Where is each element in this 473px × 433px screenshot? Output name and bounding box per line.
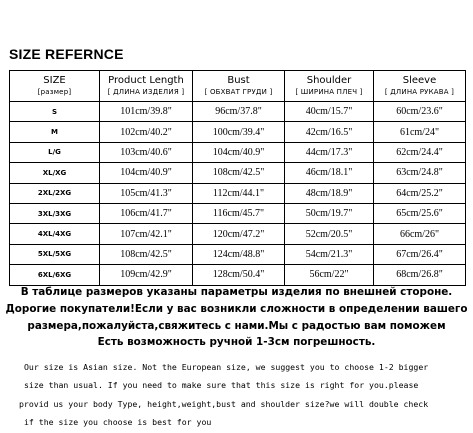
header-bust: Bust [ ОБХВАТ ГРУДИ ] [193, 71, 285, 102]
english-note-line: Our size is Asian size. Not the European size, we suggest you to choose 1-2 bigger [24, 362, 429, 372]
length-cell: 107cm/42.1" [100, 224, 193, 244]
table-row [10, 163, 466, 183]
russian-note-line: В таблице размеров указаны параметры изделия по внешней стороне. [20, 286, 453, 298]
russian-note-line: Есть возможность ручной 1-3см погрешность. [97, 336, 376, 348]
shoulder-cell: 40cm/15.7" [285, 102, 374, 122]
table-row [10, 203, 466, 223]
header-shoulder: Shoulder [ ШИРИНА ПЛЕЧ ] [285, 71, 374, 102]
size-cell: 3XL/3XG [10, 203, 100, 223]
header-product-length: Product Length [ ДЛИНА ИЗДЕЛИЯ ] [100, 71, 193, 102]
length-cell: 101cm/39.8" [100, 102, 193, 122]
bust-cell: 104cm/40.9" [193, 142, 285, 162]
shoulder-cell: 52cm/20.5" [285, 224, 374, 244]
length-cell: 106cm/41.7" [100, 203, 193, 223]
size-cell: XL/XG [10, 163, 100, 183]
russian-note-line: размера,пожалуйста,свяжитесь с нами.Мы с радостью вам поможем [27, 320, 446, 332]
size-table [9, 70, 466, 286]
bust-cell: 128cm/50.4" [193, 265, 285, 285]
sleeve-cell: 62cm/24.4" [374, 142, 466, 162]
shoulder-cell: 44cm/17.3" [285, 142, 374, 162]
sleeve-cell: 61cm/24" [374, 122, 466, 142]
shoulder-cell: 48cm/18.9" [285, 183, 374, 203]
size-cell: S [10, 102, 100, 122]
size-cell: 5XL/5XG [10, 244, 100, 264]
length-cell: 105cm/41.3" [100, 183, 193, 203]
table-row [10, 224, 466, 244]
bust-cell: 116cm/45.7" [193, 203, 285, 223]
sleeve-cell: 65cm/25.6" [374, 203, 466, 223]
size-cell: 4XL/4XG [10, 224, 100, 244]
shoulder-cell: 50cm/19.7" [285, 203, 374, 223]
table-row [10, 265, 466, 285]
sleeve-cell: 60cm/23.6" [374, 102, 466, 122]
length-cell: 102cm/40.2" [100, 122, 193, 142]
length-cell: 104cm/40.9" [100, 163, 193, 183]
size-cell: L/G [10, 142, 100, 162]
table-header-row [10, 71, 466, 102]
shoulder-cell: 42cm/16.5" [285, 122, 374, 142]
table-row [10, 183, 466, 203]
length-cell: 108cm/42.5" [100, 244, 193, 264]
size-cell: M [10, 122, 100, 142]
size-cell: 6XL/6XG [10, 265, 100, 285]
bust-cell: 112cm/44.1" [193, 183, 285, 203]
shoulder-cell: 54cm/21.3" [285, 244, 374, 264]
table-row [10, 122, 466, 142]
length-cell: 103cm/40.6" [100, 142, 193, 162]
header-sleeve: Sleeve [ ДЛИНА РУКАВА ] [374, 71, 466, 102]
sleeve-cell: 63cm/24.8" [374, 163, 466, 183]
english-note-line: size than usual. If you need to make sure that this size is right for you.please [24, 380, 419, 390]
sleeve-cell: 67cm/26.4" [374, 244, 466, 264]
table-row [10, 142, 466, 162]
shoulder-cell: 46cm/18.1" [285, 163, 374, 183]
english-note-line: if the size you choose is best for you [24, 417, 212, 427]
table-row [10, 244, 466, 264]
bust-cell: 120cm/47.2" [193, 224, 285, 244]
sleeve-cell: 66cm/26" [374, 224, 466, 244]
shoulder-cell: 56cm/22" [285, 265, 374, 285]
sleeve-cell: 68cm/26.8" [374, 265, 466, 285]
russian-note-line: Дорогие покупатели!Если у вас возникли сложности в определении вашего [5, 303, 468, 315]
english-note-line: provid us your body Type, height,weight,bust and shoulder size?we will double check [19, 399, 429, 409]
length-cell: 109cm/42.9" [100, 265, 193, 285]
bust-cell: 96cm/37.8" [193, 102, 285, 122]
header-size: SIZE [размер] [10, 71, 100, 102]
bust-cell: 100cm/39.4" [193, 122, 285, 142]
bust-cell: 108cm/42.5" [193, 163, 285, 183]
table-row [10, 102, 466, 122]
size-chart-title: SIZE REFERNCE [9, 46, 124, 62]
sleeve-cell: 64cm/25.2" [374, 183, 466, 203]
size-cell: 2XL/2XG [10, 183, 100, 203]
bust-cell: 124cm/48.8" [193, 244, 285, 264]
